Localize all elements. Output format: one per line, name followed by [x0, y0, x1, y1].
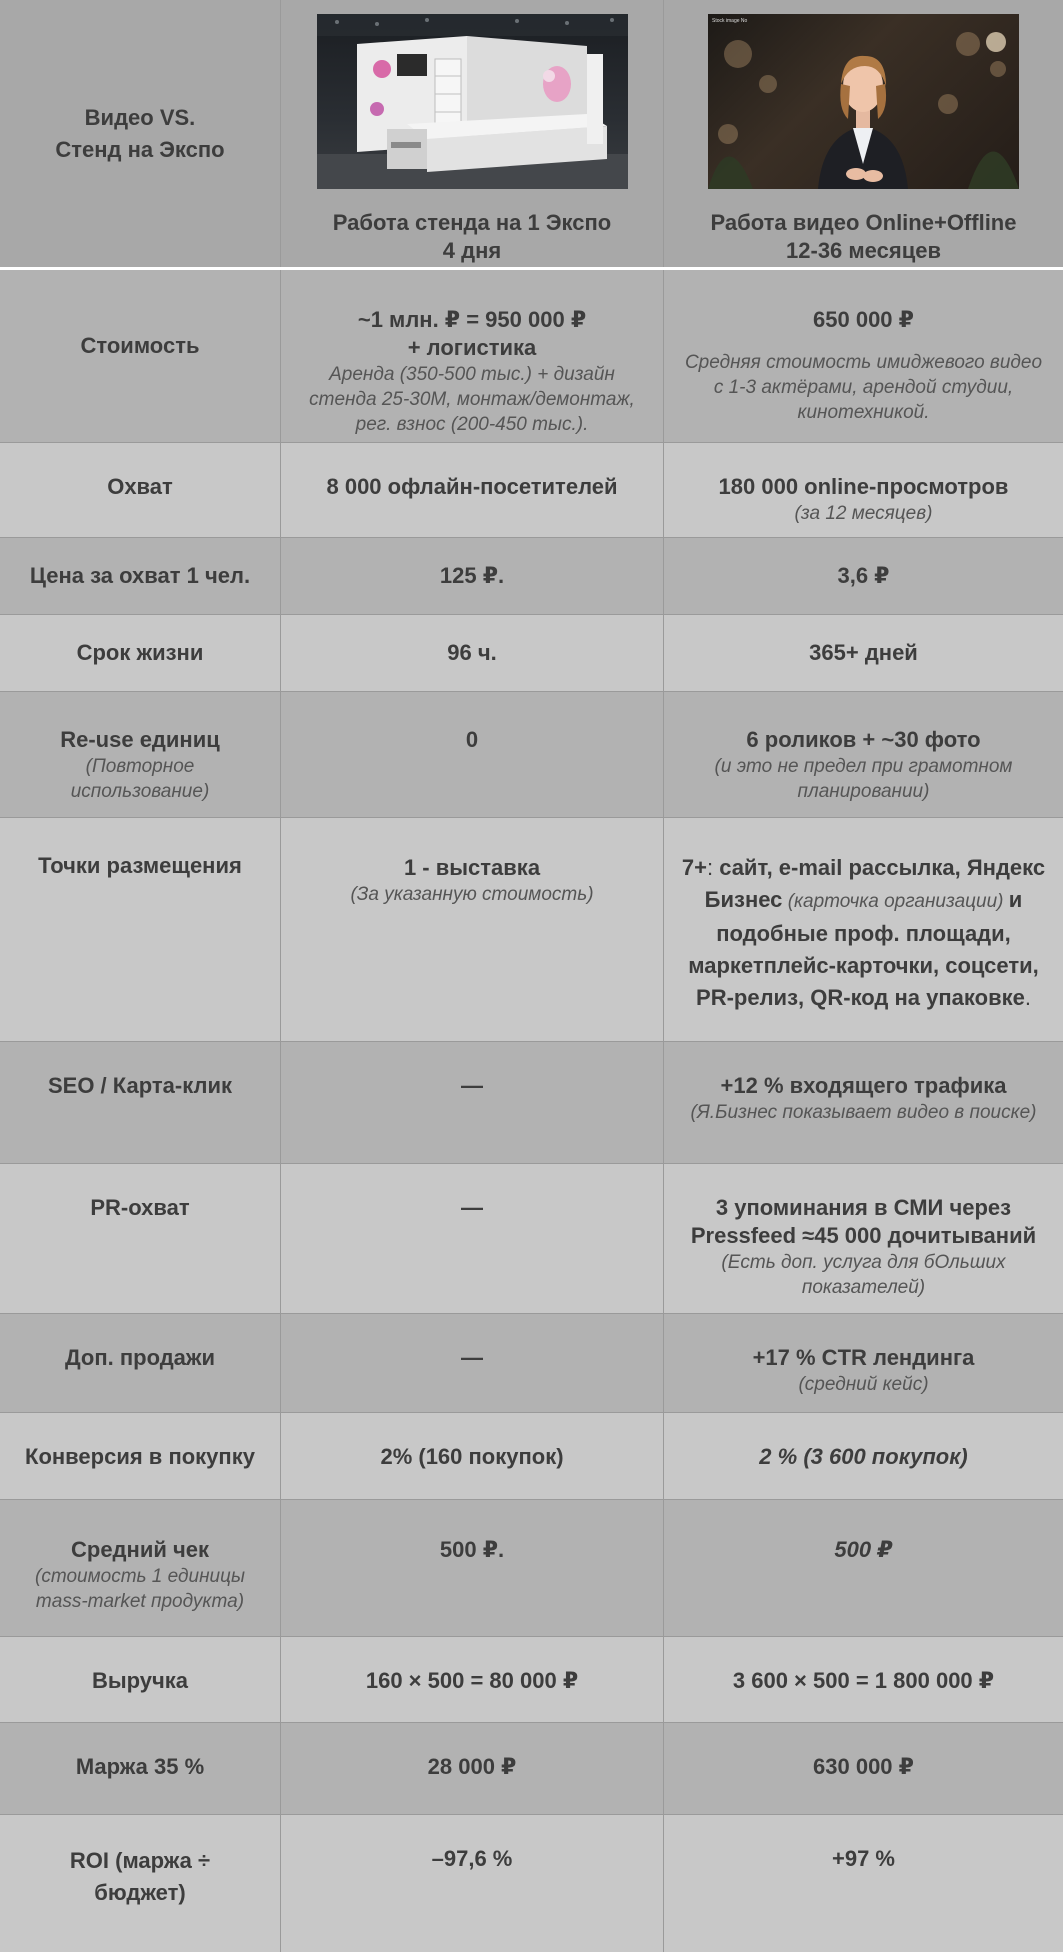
stand-reuse-cell [281, 692, 664, 817]
table-row-seo [0, 1042, 1063, 1164]
video-reuse-note: (и это не предел при грамотном планировании) [714, 756, 1013, 802]
stand-margin-value: 28 000 ₽ [427, 1754, 517, 1779]
table-row-upsell [0, 1314, 1063, 1413]
row-label-note: (стоимость 1 единицы mass-market продукта) [35, 1566, 245, 1612]
video-conversion-cell [664, 1413, 1063, 1499]
video-upsell-cell [664, 1314, 1063, 1412]
stand-seo-value: — [461, 1073, 483, 1098]
corner-cell [0, 0, 281, 267]
header-row [0, 0, 1063, 270]
video-cpp-cell [664, 538, 1063, 614]
video-margin-value: 630 000 ₽ [813, 1754, 914, 1779]
video-upsell-value: +17 % CTR лендинга [752, 1345, 975, 1370]
row-label: Конверсия в покупку [0, 1413, 281, 1499]
video-reuse-cell [664, 692, 1063, 817]
table-row-placement [0, 818, 1063, 1042]
stand-cost-extra: + логистика [407, 335, 537, 360]
stand-avg-check-value: 500 ₽. [439, 1537, 505, 1562]
row-label: Средний чек [71, 1537, 209, 1562]
video-header-line-1: Работа видео Online+Offline [710, 210, 1017, 235]
video-reach-note: (за 12 месяцев) [794, 503, 933, 524]
video-cpp-value: 3,6 ₽ [837, 563, 890, 588]
stand-cost-cell [281, 270, 664, 442]
video-placement-list-2: и подобные проф. площади, маркетплейс-карточки, соцсети, PR-релиз, QR-код на упаковке [688, 887, 1039, 1010]
corner-line-2: Стенд на Экспо [55, 136, 225, 162]
row-label: Re-use единиц [60, 727, 220, 752]
video-placement-list-1: сайт, e-mail рассылка, Яндекс Бизнес [704, 855, 1046, 912]
video-cost-cell [664, 270, 1063, 442]
expo-header-cell [281, 0, 664, 267]
stand-lifetime-value: 96 ч. [447, 640, 497, 665]
table-row-margin [0, 1723, 1063, 1815]
video-avg-check-value: 500 ₽ [834, 1537, 893, 1562]
expo-header-line-2: 4 дня [442, 238, 502, 263]
row-label: Охват [0, 443, 281, 537]
stand-cpp-cell [281, 538, 664, 614]
row-label-note: (Повторное использование) [70, 756, 210, 802]
expo-header-line-1: Работа стенда на 1 Экспо [332, 210, 612, 235]
stand-placement-cell [281, 818, 664, 1041]
video-placement-period: . [1024, 985, 1031, 1010]
video-lifetime-cell [664, 615, 1063, 691]
video-cost-note: Средняя стоимость имиджевого видео с 1-3 актёрами, арендой студии, кинотехникой. [684, 352, 1043, 423]
video-seo-cell [664, 1042, 1063, 1163]
stand-seo-cell [281, 1042, 664, 1163]
table-row-avg-check [0, 1500, 1063, 1637]
video-pr-value: 3 упоминания в СМИ через Pressfeed ≈45 000 дочитываний [690, 1195, 1037, 1248]
stand-revenue-cell [281, 1637, 664, 1722]
table-row-lifetime [0, 615, 1063, 692]
stand-reuse-value: 0 [465, 727, 479, 752]
video-pr-cell [664, 1164, 1063, 1313]
expo-stand-photo [317, 14, 628, 189]
row-label: SEO / Карта-клик [0, 1042, 281, 1163]
video-conversion-value: 2 % (3 600 покупок) [759, 1444, 968, 1469]
video-upsell-note: (средний кейс) [798, 1374, 929, 1395]
video-revenue-value: 3 600 × 500 = 1 800 000 ₽ [732, 1668, 995, 1693]
table-row-roi [0, 1815, 1063, 1952]
stock-image-caption: Stock image No [712, 18, 748, 24]
row-label: Выручка [0, 1637, 281, 1722]
video-header-line-2: 12-36 месяцев [786, 238, 941, 263]
table-row-revenue [0, 1637, 1063, 1723]
stand-roi-value: –97,6 % [431, 1846, 513, 1871]
table-row-cost [0, 270, 1063, 443]
stand-margin-cell [281, 1723, 664, 1814]
stand-pr-value: — [461, 1195, 483, 1220]
row-label: ROI (маржа ÷ бюджет) [0, 1815, 281, 1952]
stand-cpp-value: 125 ₽. [439, 563, 505, 588]
video-header-cell [664, 0, 1063, 267]
reuse-label-cell [0, 692, 281, 817]
video-reuse-value: 6 роликов + ~30 фото [746, 727, 981, 752]
video-placement-count: 7+ [681, 855, 707, 880]
stand-upsell-value: — [461, 1345, 483, 1370]
avg-check-label-cell [0, 1500, 281, 1636]
stand-roi-cell [281, 1815, 664, 1952]
stand-lifetime-cell [281, 615, 664, 691]
stand-conversion-cell [281, 1413, 664, 1499]
stand-revenue-value: 160 × 500 = 80 000 ₽ [365, 1668, 579, 1693]
row-label: Точки размещения [0, 818, 281, 1041]
stand-upsell-cell [281, 1314, 664, 1412]
table-row-conversion [0, 1413, 1063, 1500]
stand-placement-note: (За указанную стоимость) [350, 884, 594, 905]
table-row-reach [0, 443, 1063, 538]
video-seo-note: (Я.Бизнес показывает видео в поиске) [690, 1102, 1037, 1123]
row-label: PR-охват [0, 1164, 281, 1313]
video-avg-check-cell [664, 1500, 1063, 1636]
stand-cost-note: Аренда (350-500 тыс.) + дизайн стенда 25-30М, монтаж/демонтаж, рег. взнос (200-450 тыс.). [309, 364, 635, 435]
row-label: Доп. продажи [0, 1314, 281, 1412]
table-row-cost-per-person [0, 538, 1063, 615]
video-revenue-cell [664, 1637, 1063, 1722]
video-lifetime-value: 365+ дней [809, 640, 918, 665]
stand-reach-value: 8 000 офлайн-посетителей [326, 474, 618, 499]
video-roi-cell [664, 1815, 1063, 1952]
video-presenter-photo [708, 14, 1019, 189]
row-label: Стоимость [0, 270, 281, 442]
video-margin-cell [664, 1723, 1063, 1814]
video-cost-value: 650 000 ₽ [813, 307, 914, 332]
row-label: Цена за охват 1 чел. [0, 538, 281, 614]
table-row-pr [0, 1164, 1063, 1314]
stand-conversion-value: 2% (160 покупок) [380, 1444, 564, 1469]
video-placement-cell [664, 818, 1063, 1041]
video-pr-note: (Есть доп. услуга для бОльших показателей) [721, 1252, 1006, 1298]
stand-placement-value: 1 - выставка [403, 855, 541, 880]
stand-cost-value: ~1 млн. ₽ = 950 000 ₽ [357, 307, 587, 332]
video-placement-note: (карточка организации) [782, 891, 1009, 912]
row-label: Срок жизни [0, 615, 281, 691]
stand-pr-cell [281, 1164, 664, 1313]
stand-avg-check-cell [281, 1500, 664, 1636]
video-roi-value: +97 % [832, 1846, 895, 1871]
video-seo-value: +12 % входящего трафика [720, 1073, 1007, 1098]
video-reach-cell [664, 443, 1063, 537]
corner-line-1: Видео VS. [84, 104, 196, 130]
video-reach-value: 180 000 online-просмотров [718, 474, 1009, 499]
stand-reach-cell [281, 443, 664, 537]
row-label: Маржа 35 % [0, 1723, 281, 1814]
table-row-reuse [0, 692, 1063, 818]
video-placement-colon: : [706, 855, 720, 880]
